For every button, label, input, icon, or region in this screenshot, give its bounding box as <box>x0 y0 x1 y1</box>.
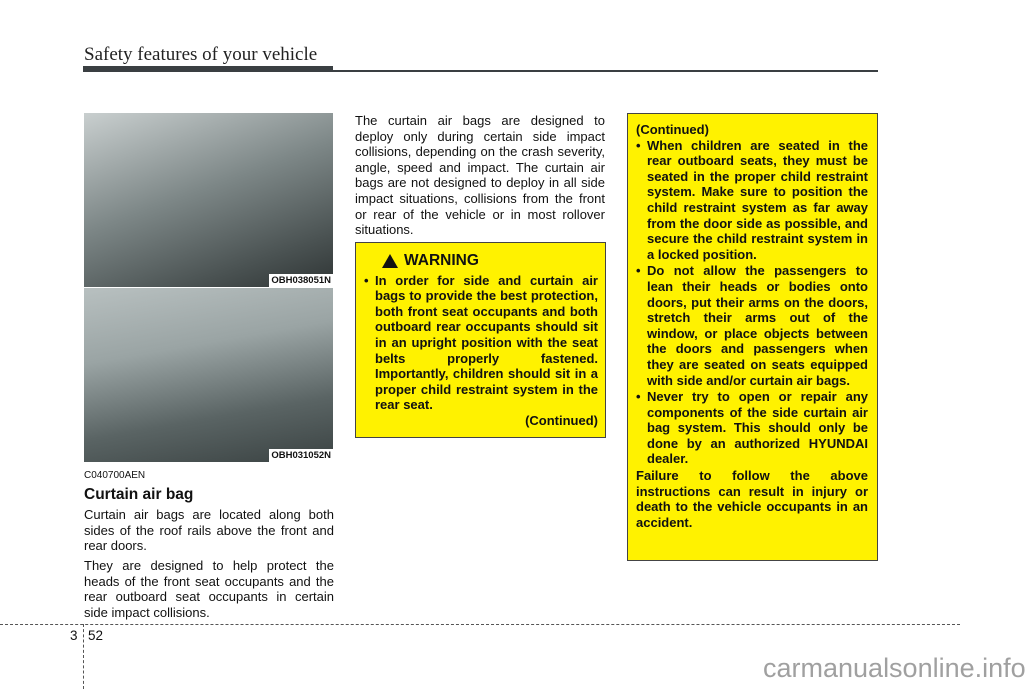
continued-label: (Continued) <box>636 122 709 137</box>
warning-bullet: Never try to open or repair any components of the side curtain air bag system. This should only be done by an authorized HYUNDAI dealer. <box>647 389 868 467</box>
section-heading: Curtain air bag <box>84 485 194 503</box>
warning-bullet: In order for side and curtain air bags to provide the best protection, both front seat occupants and both outboard rear occupants should sit in an upright position with the seat belts properly fastened. Importantly, children should sit in a proper child restraint system in the rear seat. <box>375 272 598 413</box>
continued-label: (Continued) <box>525 412 598 428</box>
left-column <box>84 468 334 624</box>
header-rule <box>333 70 878 72</box>
middle-paragraph: The curtain air bags are designed to deploy only during certain side impact collisions, depending on the crash severity, angle, speed and impact. The curtain air bags are not designed to deploy in all side impact situations, collisions from the front or rear of the vehicle or in most rollover situations. <box>355 113 605 238</box>
header-bar <box>83 66 333 72</box>
warning-bullet: Do not allow the passengers to lean their heads or bodies onto doors, put their arms on the doors, stretch their arms out of the window, or place objects between the doors and passengers when they are seated on seats equipped with side and/or curtain air bags. <box>647 263 868 388</box>
page-number: 52 <box>88 628 104 643</box>
warning-bullet: When children are seated in the rear outboard seats, they must be seated in the proper child restraint system. Make sure to position the child restraint system as far away from the door side as possible, and secure the child restraint system in a locked position. <box>647 137 868 262</box>
warning-title: WARNING <box>404 252 479 269</box>
footer-rule <box>0 624 960 625</box>
section-code: C040700AEN <box>84 470 146 481</box>
warning-triangle-icon <box>382 254 398 268</box>
watermark: carmanualsonline.info <box>763 653 1026 683</box>
warning-footer: Failure to follow the above instructions can result in injury or death to the vehicle occupants in an accident. <box>636 468 868 530</box>
paragraph: Curtain air bags are located along both sides of the roof rails above the front and rear doors. <box>84 507 334 554</box>
page-header-title: Safety features of your vehicle <box>84 44 318 65</box>
interior-photo-airbag <box>84 288 333 462</box>
footer-divider <box>83 624 84 689</box>
continued-warning-box: (Continued) • When children are seated in the rear outboard seats, they must be seated in the proper child restraint system. Make sure to position the child restraint system as far away from the door side as possible, and secure the child restraint system in a locked position. • Do not allow the passengers to lean their heads or bodies onto doors, put their arms on the doors, stretch their arms out of the window, or place objects between the doors and passengers when they are seated on seats equipped with side and/or curtain air bags. • Never try to open or repair any components of the side curtain air bag system. This should only be done by an authorized HYUNDAI dealer. Failure to follow the above instructions can result in injury or death to the vehicle occupants in an accident. <box>627 113 878 561</box>
image-label: OBH038051N <box>271 275 331 286</box>
image-label: OBH031052N <box>271 450 331 461</box>
interior-photo-front <box>84 113 333 287</box>
paragraph: They are designed to help protect the heads of the front seat occupants and the rear outboard seat occupants in certain side impact collisions. <box>84 557 334 620</box>
section-number: 3 <box>70 628 78 643</box>
warning-box: WARNING • In order for side and curtain air bags to provide the best protection, both front seat occupants and both outboard rear occupants should sit in an upright position with the seat belts properly fastened. Importantly, children should sit in a proper child restraint system in the rear seat. (Continued) <box>355 242 606 438</box>
